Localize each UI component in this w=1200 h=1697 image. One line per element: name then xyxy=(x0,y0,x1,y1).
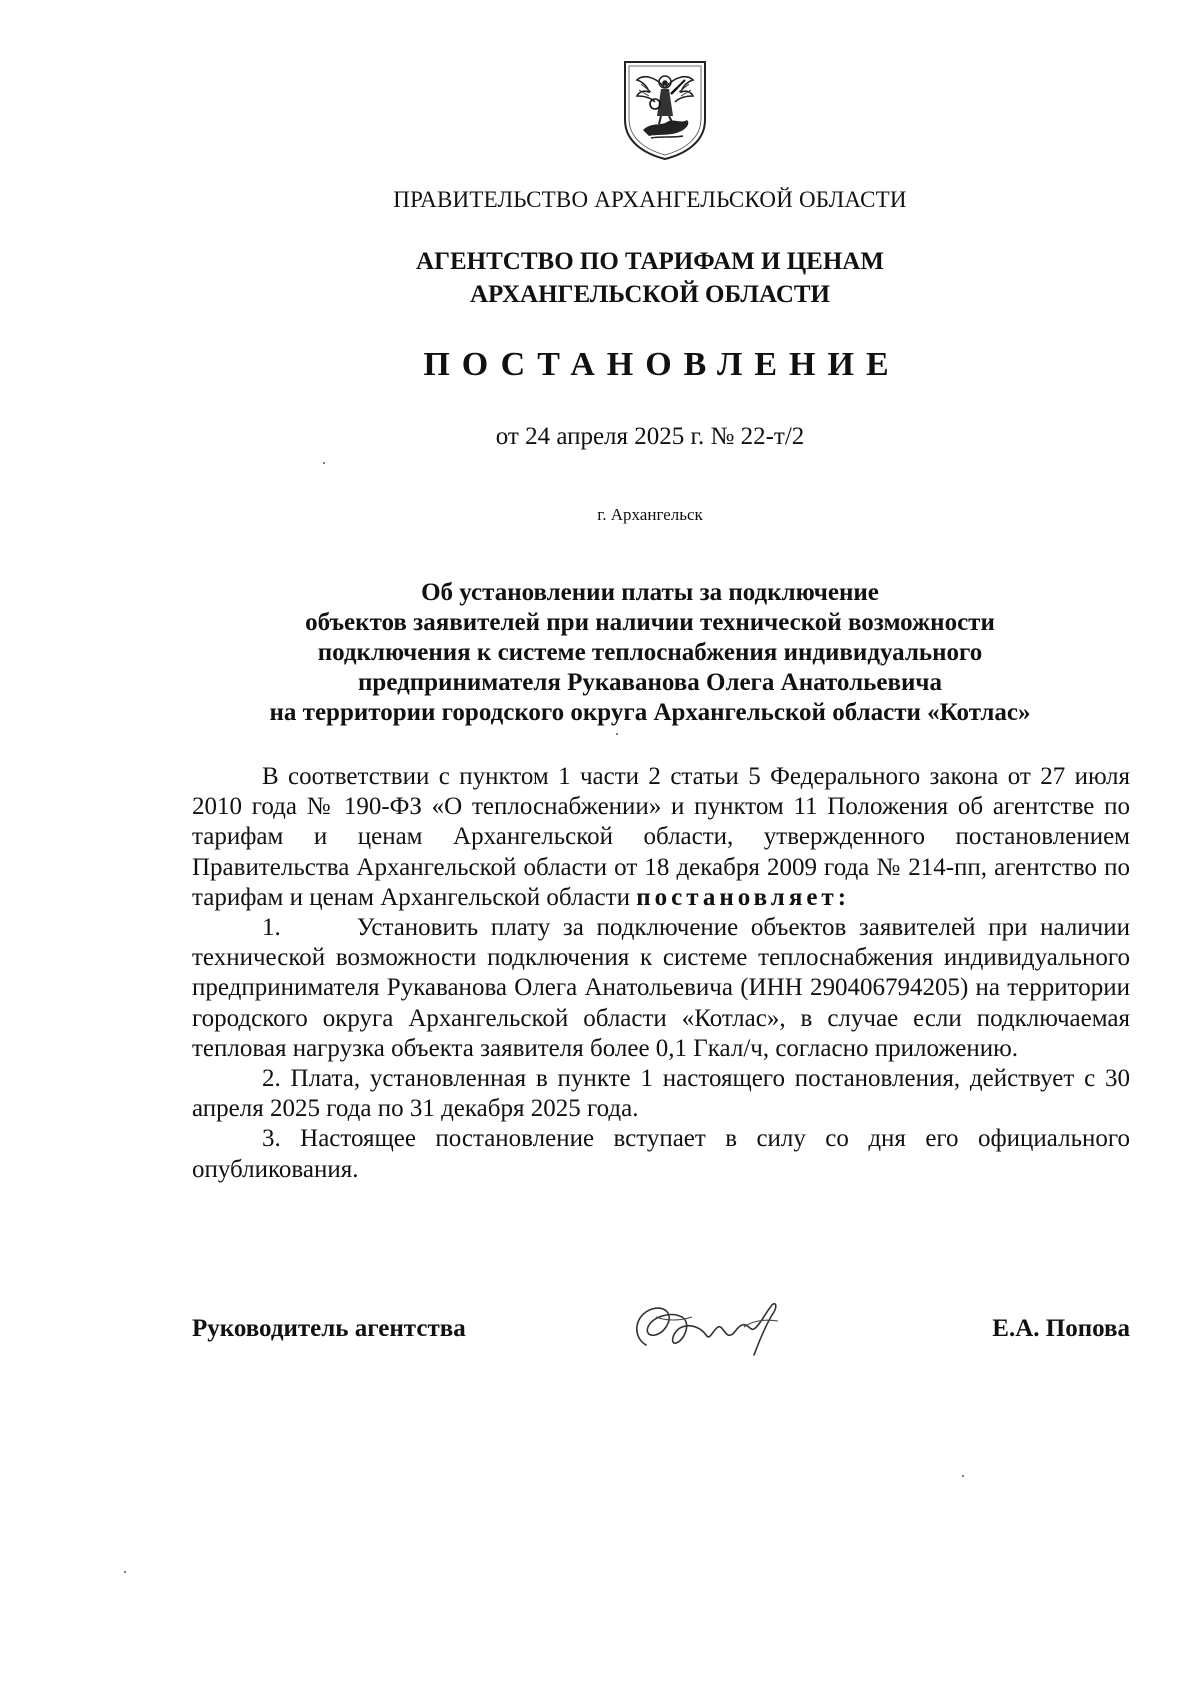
item-3-paragraph: 3. Настоящее постановление вступает в силу со дня его официального опубликования. xyxy=(192,1125,1130,1183)
signatory-name: Е.А. Попова xyxy=(992,1315,1130,1342)
document-date-number: от 24 апреля 2025 г. № 22-т/2 xyxy=(495,423,805,450)
preamble-paragraph xyxy=(192,762,1130,913)
agency-name xyxy=(150,245,1150,311)
document-city: г. Архангельск xyxy=(597,505,703,524)
item-1-text: Установить плату за подключение объектов заявителей при наличии технической возможности подключения к системе теплоснабжения индивидуального предпринимателя Рукаванова Олега Анатольевича (ИНН 290406794205) на территории городского округа Архангельской области «Котлас», в случае если подключаемая тепловая нагрузка объекта заявителя более 0,1 Гкал/ч, согласно приложению. xyxy=(192,914,1131,1062)
signature-block xyxy=(192,1295,1130,1375)
scan-speck xyxy=(616,733,618,735)
scan-speck xyxy=(323,462,325,464)
coat-of-arms-icon xyxy=(621,58,709,162)
item-1-number: 1. xyxy=(262,914,281,942)
resolves-word: постановляет: xyxy=(636,883,851,911)
subject-line: предпринимателя Рукаванова Олега Анатольевича xyxy=(358,669,942,696)
subject-line: объектов заявителей при наличии технической возможности xyxy=(305,609,995,636)
subject-line: на территории городского округа Архангельской области «Котлас» xyxy=(269,699,1031,726)
scan-speck xyxy=(124,1571,126,1573)
document-subject xyxy=(150,578,1150,728)
signatory-position: Руководитель агентства xyxy=(192,1315,466,1342)
document-type-title: ПОСТАНОВЛЕНИЕ xyxy=(423,346,901,383)
scan-speck xyxy=(962,1475,964,1477)
preamble-text: В соответствии с пунктом 1 части 2 статьи 5 Федерального закона от 27 июля 2010 года № 190-ФЗ «О теплоснабжении» и пунктом 11 Положения об агентстве по тарифам и ценам Архангельской области, утвержденного постановлением Правительства Архангельской области от 18 декабря 2009 года № 214-пп, агентство по тарифам и ценам Архангельской области xyxy=(192,763,1130,911)
document-body xyxy=(192,762,1130,1185)
subject-line: подключения к системе теплоснабжения индивидуального xyxy=(317,639,983,666)
handwritten-signature-icon xyxy=(622,1287,802,1367)
item-2-paragraph: 2. Плата, установленная в пункте 1 настоящего постановления, действует с 30 апреля 2025 года по 31 декабря 2025 года. xyxy=(192,1065,1130,1123)
government-name: ПРАВИТЕЛЬСТВО АРХАНГЕЛЬСКОЙ ОБЛАСТИ xyxy=(393,187,907,212)
agency-name-line2: АРХАНГЕЛЬСКОЙ ОБЛАСТИ xyxy=(470,281,830,308)
item-1-paragraph xyxy=(192,913,1130,1064)
agency-name-line1: АГЕНТСТВО ПО ТАРИФАМ И ЦЕНАМ xyxy=(416,248,884,275)
subject-line: Об установлении платы за подключение xyxy=(421,579,879,606)
